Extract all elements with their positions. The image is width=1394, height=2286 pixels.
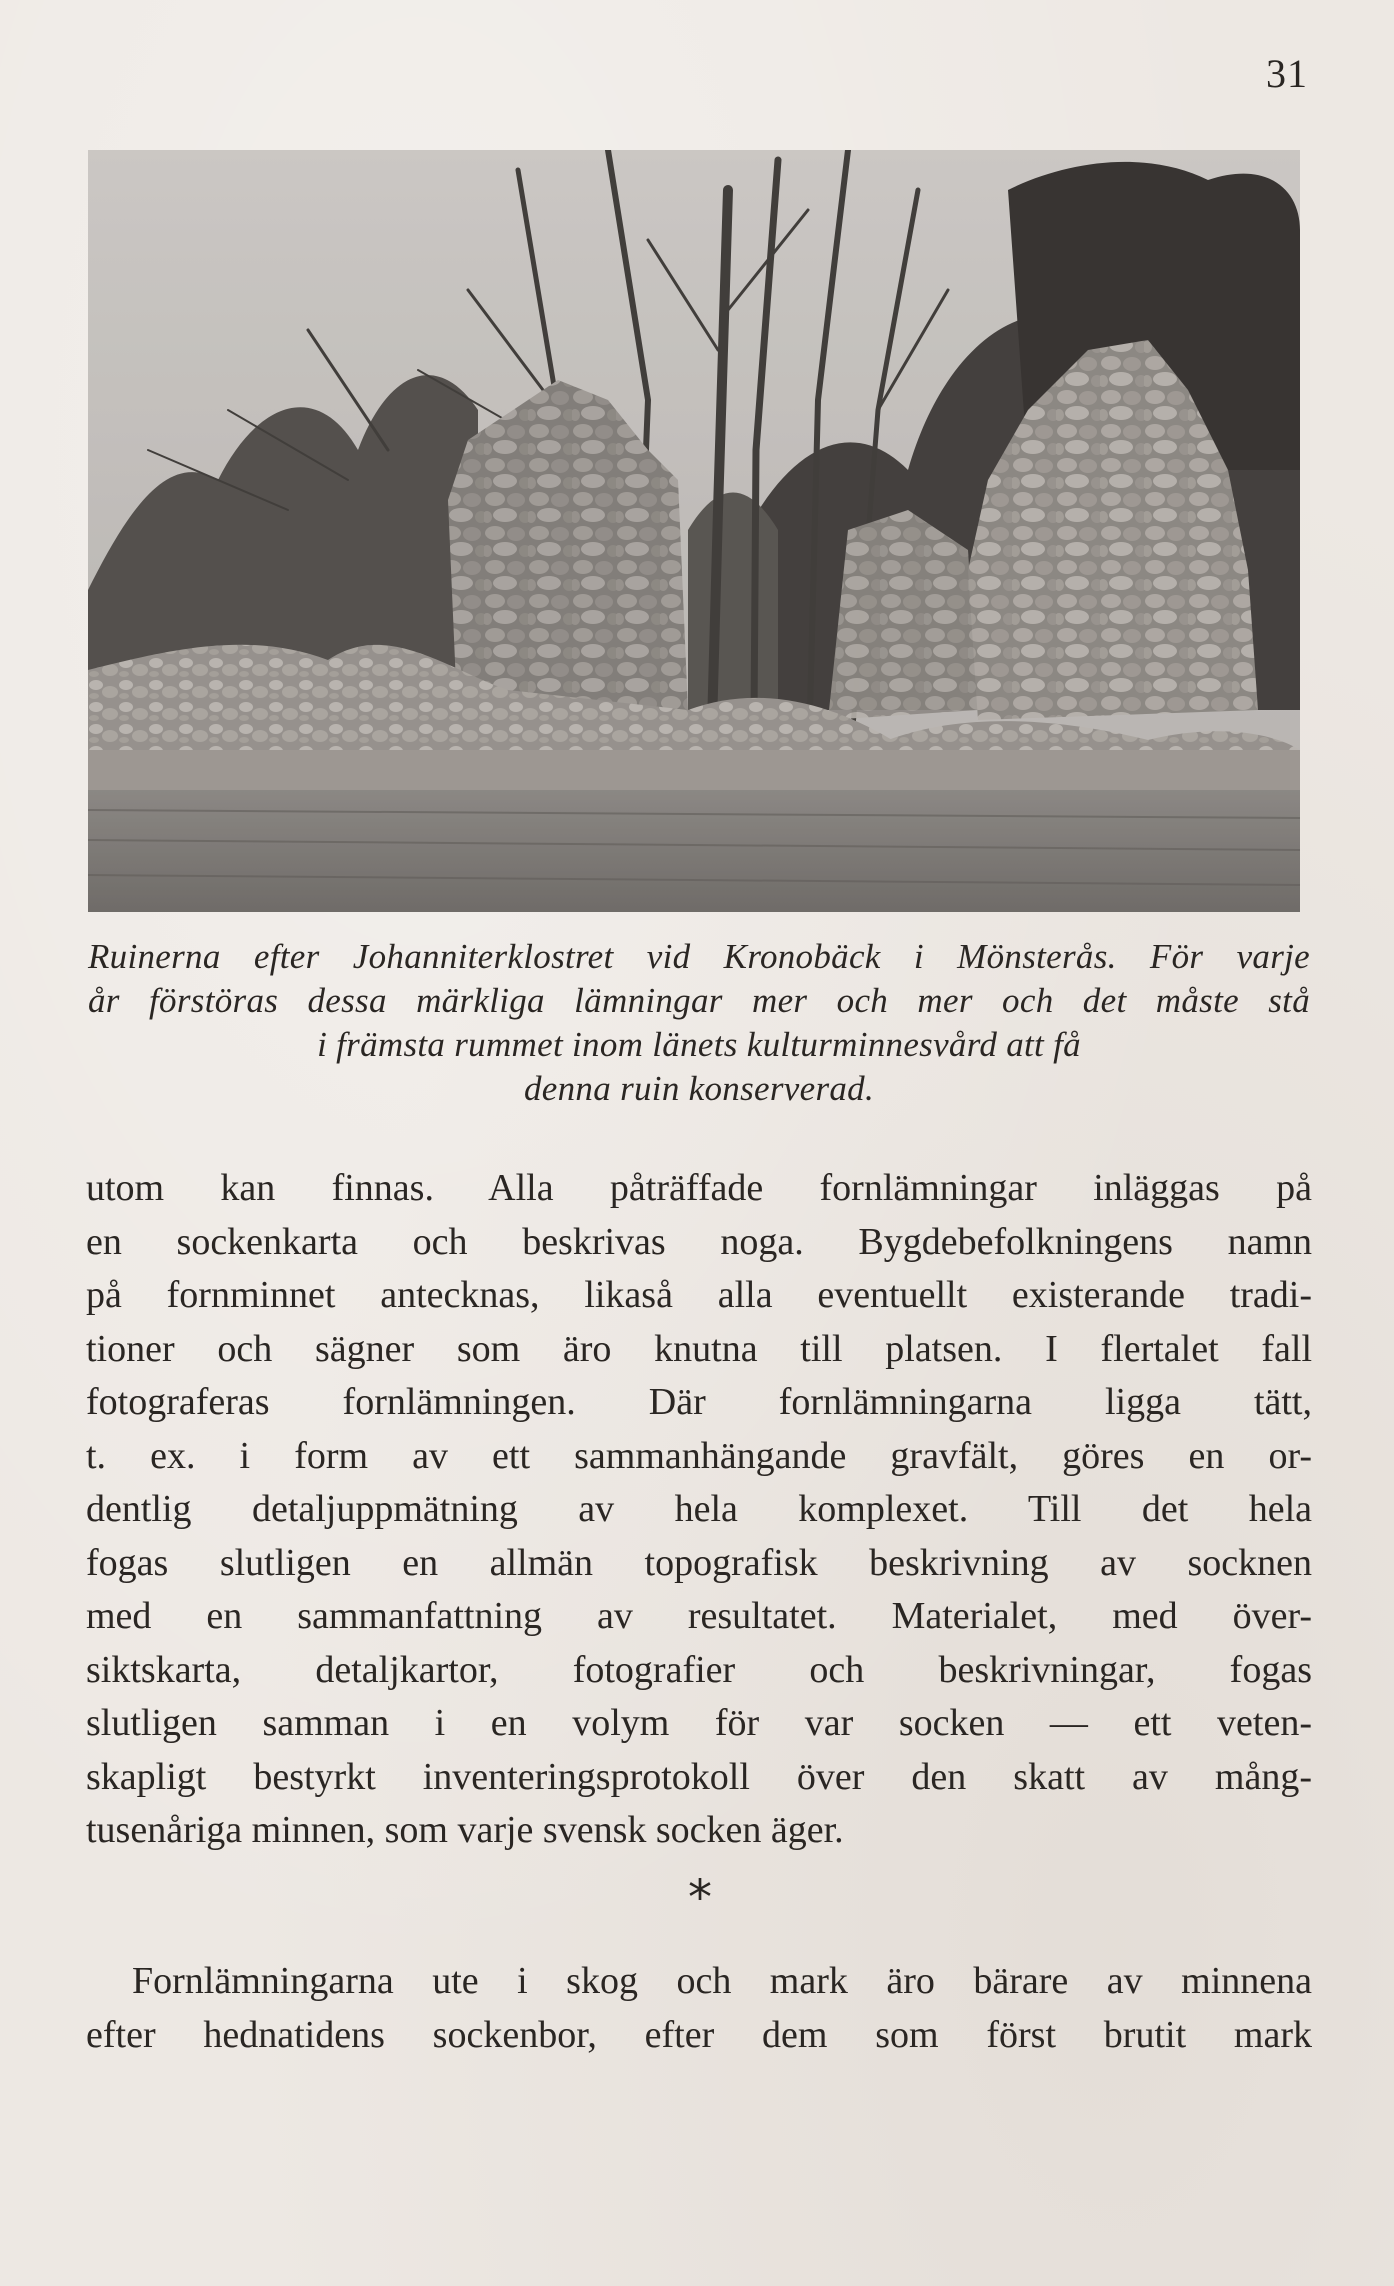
body-line: slutligen samman i en volym för var socken — ett veten- xyxy=(86,1702,1312,1744)
caption-line: Ruinerna efter Johanniterklostret vid Kronobäck i Mönsterås. För varje xyxy=(88,937,1310,976)
body-line: efter hednatidens sockenbor, efter dem som först brutit mark xyxy=(86,2013,1312,2056)
page-number: 31 xyxy=(1266,51,1308,96)
photo-caption xyxy=(88,935,1310,1111)
caption-line: denna ruin konserverad. xyxy=(523,1069,875,1108)
body-line: siktskarta, detaljkartor, fotografier och beskrivningar, fogas xyxy=(86,1648,1312,1691)
caption-line: år förstöras dessa märkliga lämningar mer och mer och det måste stå xyxy=(88,981,1310,1020)
body-line: på fornminnet antecknas, likaså alla eventuellt existerande tradi- xyxy=(86,1274,1312,1316)
body-paragraph xyxy=(86,1162,1312,1858)
body-line: skapligt bestyrkt inventeringsprotokoll över den skatt av mång- xyxy=(86,1755,1312,1798)
body-line: med en sammanfattning av resultatet. Materialet, med över- xyxy=(86,1595,1312,1637)
body-line: dentlig detaljuppmätning av hela komplexet. Till det hela xyxy=(86,1488,1312,1530)
caption-line: i främsta rummet inom länets kulturminnesvård att få xyxy=(317,1025,1081,1064)
body-line: t. ex. i form av ett sammanhängande gravfält, göres en or- xyxy=(86,1434,1312,1477)
body-line: fotograferas fornlämningen. Där fornlämningarna ligga tätt, xyxy=(86,1381,1312,1423)
body-line: tusenåriga minnen, som varje svensk socken äger. xyxy=(86,1809,844,1851)
section-separator: * xyxy=(688,1870,712,1926)
ruin-photograph-image xyxy=(88,150,1300,912)
body-line: tioner och sägner som äro knutna till platsen. I flertalet fall xyxy=(86,1327,1312,1370)
body-line: en sockenkarta och beskrivas noga. Bygdebefolkningens namn xyxy=(86,1220,1312,1263)
body-line: fogas slutligen en allmän topografisk beskrivning av socknen xyxy=(86,1541,1312,1584)
body-line: utom kan finnas. Alla påträffade fornlämningar inläggas på xyxy=(86,1167,1312,1209)
ruin-photograph xyxy=(88,150,1300,912)
second-paragraph xyxy=(86,1955,1312,2062)
body-line: Fornlämningarna ute i skog och mark äro bärare av minnena xyxy=(132,1960,1312,2002)
